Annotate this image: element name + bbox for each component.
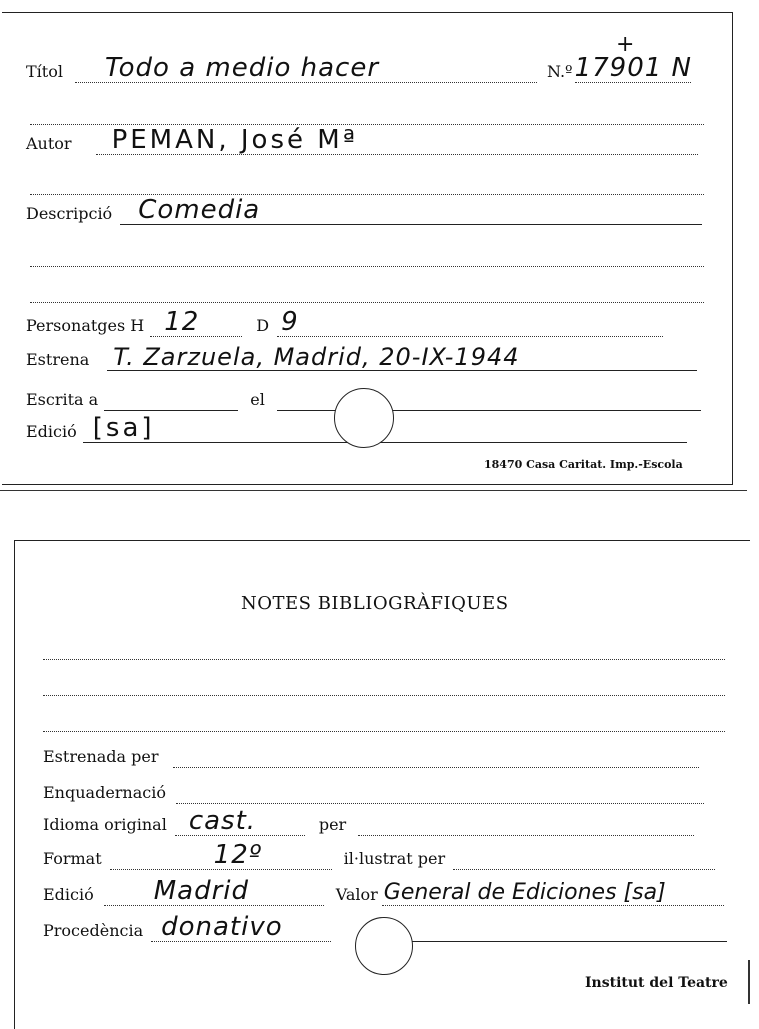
titol-label: Títol [26,62,63,81]
punch-hole [355,917,413,975]
illustrat-label: il·lustrat per [343,849,446,868]
personatges-h-field [150,307,242,337]
autor-field [96,125,698,155]
rule-line [43,659,725,660]
numero-value: 17901 N [574,53,692,83]
format-field [110,840,332,870]
titol-value: Todo a medio hacer [104,53,380,83]
edicio-label: Edició [43,885,94,904]
illustrat-field [453,869,715,870]
rule-line [30,302,704,303]
personatges-d-value: 9 [281,307,299,337]
format-value: 12º [213,840,262,870]
numero-field [574,53,692,83]
personatges-row [26,307,663,337]
rule-line [30,194,704,195]
descripcio-row [26,195,702,225]
valor-label: Valor [335,885,378,904]
catalog-card-back [14,540,750,1029]
institution-name: Institut del Teatre [585,975,728,991]
idioma-field [175,806,305,836]
valor-value: General de Ediciones [sa] [383,880,666,905]
personatges-d-label: D [256,316,270,335]
enquadernacio-label: Enquadernació [43,783,166,802]
estrena-label: Estrena [26,350,90,369]
autor-row [26,125,698,155]
edicio-field [83,413,687,443]
autor-value: PEMAN, José Mª [111,125,358,155]
rule-line [43,731,725,732]
edicio-row [43,876,724,906]
idioma-row [43,806,694,836]
idioma-label: Idioma original [43,815,167,834]
rule-line [30,266,704,267]
edicio-field [104,876,324,906]
card-edge-mark [748,960,750,1004]
enquadernacio-row [43,785,704,804]
catalog-card-front [2,12,733,485]
per-label: per [318,815,347,834]
procedencia-field-continued [393,941,727,942]
estrenada-field [173,767,699,768]
descripcio-field [120,195,702,225]
escrita-field [104,410,238,411]
edicio-value: Madrid [153,876,250,906]
plus-mark: + [616,32,635,57]
personatges-d-field [277,307,663,337]
per-field [358,835,694,836]
numero-label: N.º [546,62,573,81]
valor-field [382,880,724,906]
enquadernacio-field [176,803,704,804]
estrenada-label: Estrenada per [43,747,159,766]
estrena-value: T. Zarzuela, Madrid, 20-IX-1944 [113,343,520,371]
format-label: Format [43,849,102,868]
edicio-value: [sa] [92,413,155,443]
personatges-h-value: 12 [164,307,200,337]
titol-field [75,53,537,83]
edicio-label: Edició [26,422,77,441]
printer-imprint: 18470 Casa Caritat. Imp.-Escola [484,458,683,471]
card-title: NOTES BIBLIOGRÀFIQUES [241,593,509,614]
estrenada-row [43,749,699,768]
format-row [43,840,715,870]
estrena-field [107,343,697,371]
escrita-label: Escrita a [26,390,99,409]
rule-line [43,695,725,696]
procedencia-label: Procedència [43,921,144,940]
idioma-value: cast. [188,806,257,836]
descripcio-value: Comedia [138,195,261,225]
card-edge-line [0,490,747,491]
procedencia-value: donativo [161,912,283,942]
punch-hole [334,388,394,448]
titol-row [26,53,692,83]
el-label: el [250,390,265,409]
autor-label: Autor [26,134,72,153]
estrena-row [26,343,697,371]
personatges-label: Personatges H [26,316,145,335]
card-top-edge [2,12,732,13]
procedencia-field [151,912,331,942]
descripcio-label: Descripció [26,204,113,223]
